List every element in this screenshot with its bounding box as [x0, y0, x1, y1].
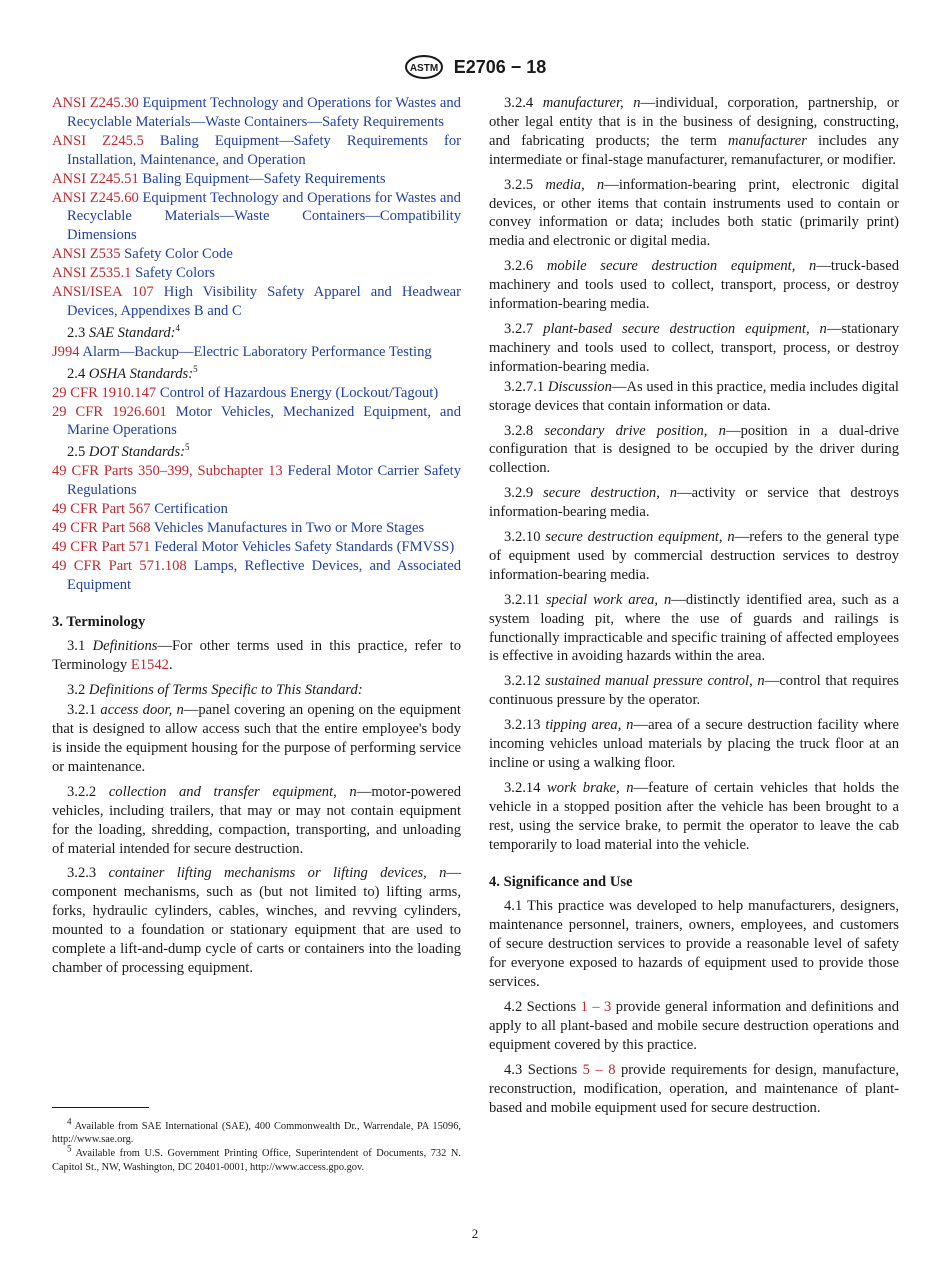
document-number: E2706 − 18: [453, 56, 547, 77]
paragraph-4-1: 4.1 This practice was developed to help manufacturers, designers, maintenance personnel, trainers, owners, employees, and customers of secure destruction services to provide a reasonable level of safety for everyone exposed to hazards of equipment used to provide those services.: [489, 898, 899, 991]
reference-item[interactable]: [52, 462, 461, 500]
dot-subheading: 2.5 DOT Standards:$^5$: [67, 442, 190, 461]
definition-paragraph: 3.2.14 work brake, n—feature of certain vehicles that holds the vehicle in a stopped position after the vehicle has been brought to a rest, using the service brake, to permit the operator to leave the cab temporarily to load material into the vehicle.: [489, 779, 899, 853]
reference-item[interactable]: [52, 264, 461, 283]
reference-item[interactable]: [52, 403, 461, 441]
footnote: $^4$ Available from SAE International (SAE), 400 Commonwealth Dr., Warrendale, PA 15096, http://www.sae.org.: [52, 1116, 461, 1146]
page-header: [0, 54, 950, 84]
definition-paragraph: 3.2.5 media, n—information-bearing print, electronic digital devices, or other items that contain instruments used to contain or convey information or data; includes both static (primarily print) media and electronic or digital media.: [489, 176, 899, 250]
definition-paragraph: 3.2.2 collection and transfer equipment, n—motor-powered vehicles, including trailers, that may or may not contain equipment for the loading, shredding, compaction, transporting, and unloading of material intended for secure destruction.: [52, 783, 461, 857]
reference-code[interactable]: 29 CFR 1926.601: [52, 403, 167, 420]
reference-code[interactable]: 49 CFR Part 571.108: [52, 557, 187, 574]
definition-paragraph: 3.2.12 sustained manual pressure control, n—control that requires continuous pressure by the operator.: [489, 673, 899, 709]
reference-title[interactable]: Baling Equipment—Safety Requirements for Installation, Maintenance, and Operation: [67, 132, 461, 168]
sections-link[interactable]: 5 – 8: [582, 1061, 616, 1078]
reference-code[interactable]: ANSI Z245.51: [52, 170, 139, 187]
reference-code[interactable]: 29 CFR 1910.147: [52, 384, 157, 401]
paragraph-4-3: 4.3 Sections 5 – 8 provide requirements for design, manufacture, reconstruction, modification, operation, and maintenance of plant-based and mobile equipment used for secure destruction.: [489, 1061, 899, 1116]
reference-item[interactable]: [52, 500, 461, 519]
reference-item[interactable]: [52, 343, 461, 362]
reference-title[interactable]: Equipment Technology and Operations for Wastes and Recyclable Materials—Waste Containers—Compatibility Dimensions: [67, 189, 461, 244]
reference-item[interactable]: [52, 132, 461, 170]
reference-code[interactable]: ANSI Z535: [52, 246, 121, 263]
reference-code[interactable]: ANSI Z245.5: [52, 132, 144, 149]
terminology-link[interactable]: E1542: [130, 657, 169, 674]
sae-subheading: 2.3 SAE Standard:$^4$: [67, 323, 181, 341]
reference-code[interactable]: 49 CFR Parts 350–399, Subchapter 13: [52, 463, 283, 480]
reference-code[interactable]: ANSI Z535.1: [52, 265, 132, 282]
definition-paragraph: 3.2.1 access door, n—panel covering an opening on the equipment that is designed to allow access such that the entire employee's body is inside the equipment housing for the purpose of performing service or maintenance.: [52, 702, 461, 775]
reference-code[interactable]: ANSI/ISEA 107: [52, 284, 154, 301]
definition-paragraph: 3.2.10 secure destruction equipment, n—refers to the general type of equipment used by commercial destruction services to destroy information-bearing media.: [489, 529, 899, 583]
footnotes: [52, 1116, 461, 1175]
reference-title[interactable]: Certification: [154, 501, 228, 518]
reference-code[interactable]: ANSI Z245.30: [52, 95, 139, 111]
definition-paragraph: 3.2.7.1 Discussion—As used in this practice, media includes digital storage devices that contain information or data.: [489, 378, 899, 414]
reference-item[interactable]: [52, 189, 461, 246]
reference-title[interactable]: Motor Vehicles, Mechanized Equipment, and Marine Operations: [67, 403, 461, 439]
reference-code[interactable]: 49 CFR Part 567: [52, 501, 151, 518]
reference-title[interactable]: Vehicles Manufactures in Two or More Stages: [153, 519, 425, 536]
reference-title[interactable]: Control of Hazardous Energy (Lockout/Tagout): [159, 384, 439, 401]
reference-title[interactable]: Safety Color Code: [124, 246, 233, 263]
astm-logo: [404, 54, 444, 80]
definition-paragraph: 3.2.6 mobile secure destruction equipment, n—truck-based machinery and tools used to collect, transport, process, or destroy information-bearing media.: [489, 258, 899, 313]
right-column: [489, 94, 899, 1123]
reference-title[interactable]: Safety Colors: [135, 265, 215, 282]
section-heading-significance: 4. Significance and Use: [489, 873, 633, 890]
reference-title[interactable]: Federal Motor Vehicles Safety Standards (FMVSS): [154, 538, 455, 555]
left-column: [52, 94, 461, 984]
definition-paragraph: 3.2.11 special work area, n—distinctly identified area, such as a system loading pit, where the use of guards and railings is functionally impracticable and specific training of affected employees is effective in avoiding hazards within the area.: [489, 591, 900, 665]
definition-paragraph: 3.2.13 tipping area, n—area of a secure destruction facility where incoming vehicles unload materials by placing the truck floor at an incline or using a walking floor.: [489, 717, 899, 771]
reference-item[interactable]: [52, 245, 461, 264]
reference-item[interactable]: [52, 538, 461, 557]
reference-code[interactable]: 49 CFR Part 571: [52, 538, 151, 555]
definition-paragraph: 3.2.8 secondary drive position, n—position in a dual-drive configuration that is designed to be occupied by the driver during collection.: [489, 422, 900, 477]
definition-paragraph: 3.2.7 plant-based secure destruction equipment, n—stationary machinery and tools used to collect, transport, process, or destroy information-bearing media.: [489, 320, 899, 375]
ansi-reference-list: [52, 94, 461, 321]
paragraph-3-1: 3.1 Definitions—For other terms used in this practice, refer to Terminology E1542.: [52, 638, 461, 674]
definition-paragraph: 3.2.4 manufacturer, n—individual, corporation, partnership, or other legal entity that is in the business of designing, constructing, and fabricating products; the term manufacturer includes any intermediate or final-stage manufacturer, remanufacturer, or modifier.: [489, 95, 899, 168]
reference-item[interactable]: [52, 170, 461, 189]
logo-lettering: ASTM: [409, 63, 438, 74]
definition-paragraph: 3.2.3 container lifting mechanisms or lifting devices, n—component mechanisms, such as (but not limited to) lifting arms, forks, hydraulic cylinders, cables, winches, and revving cylinders, mounted to a foundation or stationary equipment that are used to complete a lift-and-dump cycle of carts or containers into the loading chamber of processing equipment.: [52, 865, 461, 976]
reference-title[interactable]: Lamps, Reflective Devices, and Associated Equipment: [67, 557, 461, 593]
section-heading-terminology: 3. Terminology: [52, 613, 146, 630]
definition-paragraph: 3.2.9 secure destruction, n—activity or service that destroys information-bearing media.: [489, 485, 899, 521]
paragraph-4-2: 4.2 Sections 1 – 3 provide general information and definitions and apply to all plant-based and mobile secure destruction operations and equipment covered by this practice.: [489, 998, 899, 1053]
reference-code[interactable]: 49 CFR Part 568: [52, 519, 151, 536]
footnote-divider: [52, 1107, 149, 1108]
reference-code[interactable]: ANSI Z245.60: [52, 189, 139, 206]
reference-title[interactable]: Baling Equipment—Safety Requirements: [142, 170, 386, 187]
reference-title[interactable]: Federal Motor Carrier Safety Regulations: [67, 463, 461, 499]
reference-item[interactable]: [52, 384, 461, 403]
reference-item[interactable]: [52, 94, 461, 132]
reference-code[interactable]: J994: [52, 343, 80, 360]
paragraph-3-2: 3.2 Definitions of Terms Specific to This Standard:: [67, 682, 363, 699]
reference-item[interactable]: [52, 519, 461, 538]
osha-subheading: 2.4 OSHA Standards:$^5$: [67, 363, 198, 382]
reference-title[interactable]: Equipment Technology and Operations for Wastes and Recyclable Materials—Waste Containers—Safety Requirements: [67, 95, 461, 130]
reference-item[interactable]: [52, 557, 461, 595]
page-number: 2: [471, 1226, 479, 1241]
sections-link[interactable]: 1 – 3: [580, 998, 612, 1015]
reference-title[interactable]: Alarm—Backup—Electric Laboratory Performance Testing: [82, 343, 432, 360]
footnote: $^5$ Available from U.S. Government Printing Office, Superintendent of Documents, 732 N. Capitol St., NW, Washington, DC 20401-0001, http://www.access.gpo.gov.: [52, 1143, 461, 1173]
reference-title[interactable]: High Visibility Safety Apparel and Headwear Devices, Appendixes B and C: [67, 284, 462, 319]
reference-item[interactable]: [52, 283, 461, 321]
